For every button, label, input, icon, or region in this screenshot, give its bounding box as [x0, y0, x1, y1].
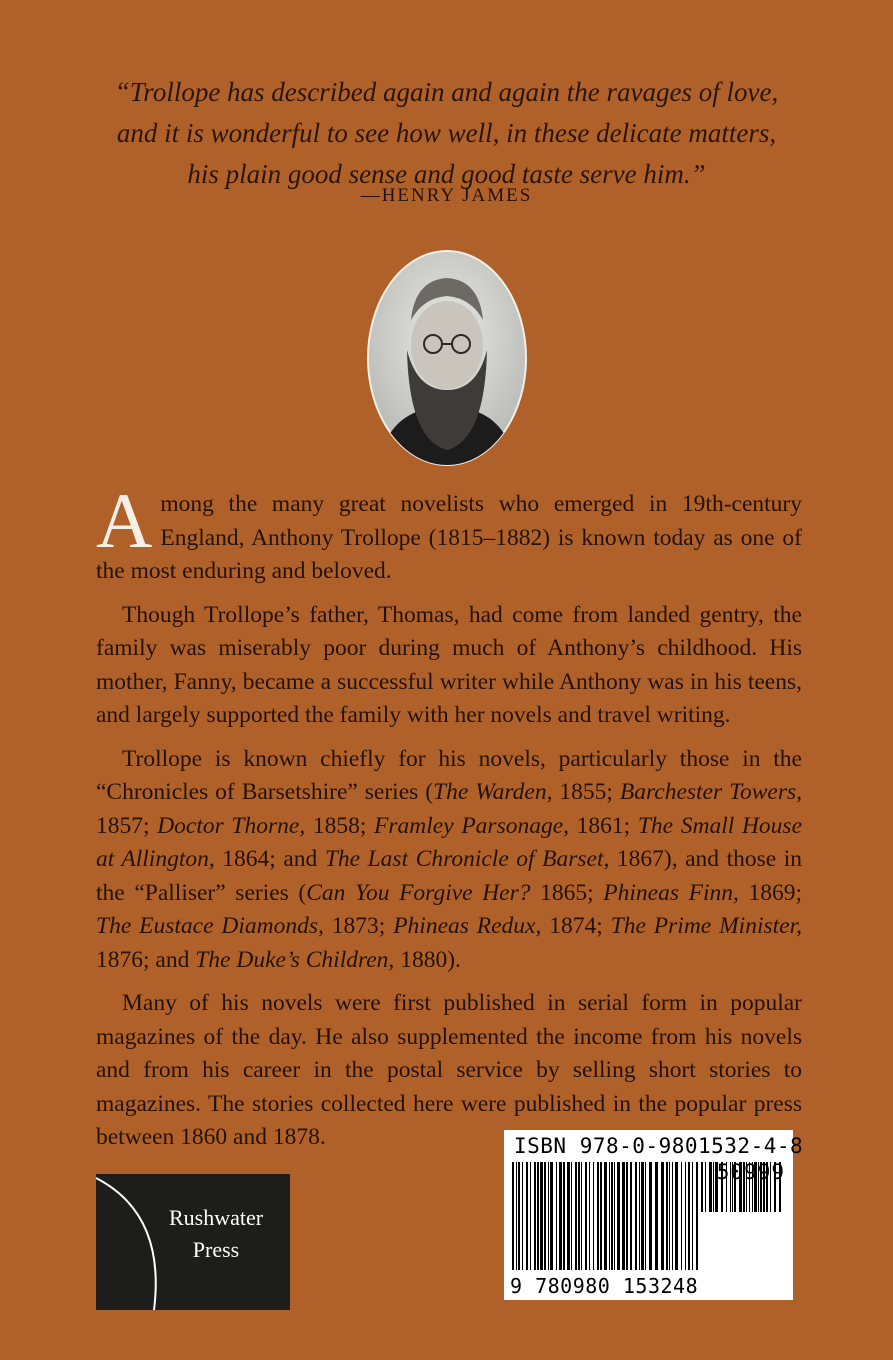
- book-title: The Warden,: [433, 779, 553, 805]
- quote-attribution: —HENRY JAMES: [360, 185, 533, 206]
- publisher-name-line-2: Press: [192, 1237, 240, 1262]
- price-code: 50999: [716, 1160, 785, 1184]
- isbn-label: ISBN 978-0-9801532-4-8: [514, 1134, 804, 1158]
- bio-paragraph-2: Though Trollope’s father, Thomas, had come from landed gentry, the family was miserably poor during much of Anthony’s childhood. His mother, Fanny, became a successful writer while Anthony was in his teens, and largely supported the family with her novels and travel writing.: [96, 601, 802, 728]
- quote-line-3: his plain good sense and good taste serve him.”: [187, 159, 706, 189]
- quote-line-1: “Trollope has described again and again the ravages of love,: [114, 77, 779, 107]
- author-biography: [96, 477, 803, 1165]
- book-title: Phineas Finn,: [603, 879, 739, 906]
- book-title: The Duke’s Children,: [195, 946, 395, 973]
- bio-text: 1855;: [552, 779, 620, 805]
- book-title: Barchester Towers,: [619, 779, 802, 805]
- bio-text: 1861;: [569, 812, 638, 839]
- bio-text: 1869;: [738, 879, 803, 906]
- book-title: The Eustace Diamonds,: [96, 913, 324, 939]
- bio-text: 1864; and: [214, 846, 325, 872]
- blurb-quote: [60, 72, 833, 195]
- bio-text: 1858;: [305, 812, 375, 839]
- bio-paragraph-3: [96, 743, 802, 978]
- publisher-name-line-1: Rushwater: [168, 1205, 264, 1230]
- bio-text: 1867), and those in the “Palliser” series (: [96, 846, 803, 906]
- bio-text-1: mong the many great novelists who emerged in 19th-century England, Anthony Trollope (1815–1882) is known today as one of the most enduring and beloved.: [96, 491, 802, 584]
- book-title: The Last Chronicle of Barset,: [324, 846, 610, 872]
- isbn-barcode: [504, 1130, 804, 1300]
- bio-text: 1865;: [530, 879, 604, 906]
- book-title: Can You Forgive Her?: [306, 879, 531, 906]
- bio-paragraph-4: Many of his novels were first published in serial form in popular magazines of the day. He also supplemented the income from his novels and from his career in the postal service by selling short stories to magazines. The stories collected here were published in the popular press between 1860 and 1878.: [96, 990, 802, 1150]
- ean-digits: 9 780980 153248: [510, 1274, 699, 1298]
- book-title: The Prime Minister,: [610, 913, 803, 939]
- bio-text: Trollope is known chiefly for his novels, particularly those in the “Chronicles of Barsetshire” series (: [96, 745, 802, 805]
- bio-paragraph-1: [96, 477, 802, 589]
- book-title: Doctor Thorne,: [157, 812, 306, 839]
- bio-text: 1873;: [323, 913, 394, 939]
- publisher-name: [160, 1202, 272, 1266]
- author-portrait-icon: [367, 250, 527, 466]
- quote-line-2: and it is wonderful to see how well, in these delicate matters,: [116, 118, 777, 148]
- bio-text: 1876; and: [96, 946, 196, 973]
- bio-text: 1880).: [394, 946, 461, 973]
- drop-cap: A: [96, 477, 153, 564]
- bio-text: 1857;: [96, 812, 158, 839]
- book-title: The Small House at Allington,: [96, 812, 802, 872]
- publisher-logo: [96, 1174, 290, 1310]
- bio-text: 1874;: [541, 913, 611, 939]
- book-title: Phineas Redux,: [393, 913, 542, 939]
- book-title: Framley Parsonage,: [374, 812, 570, 839]
